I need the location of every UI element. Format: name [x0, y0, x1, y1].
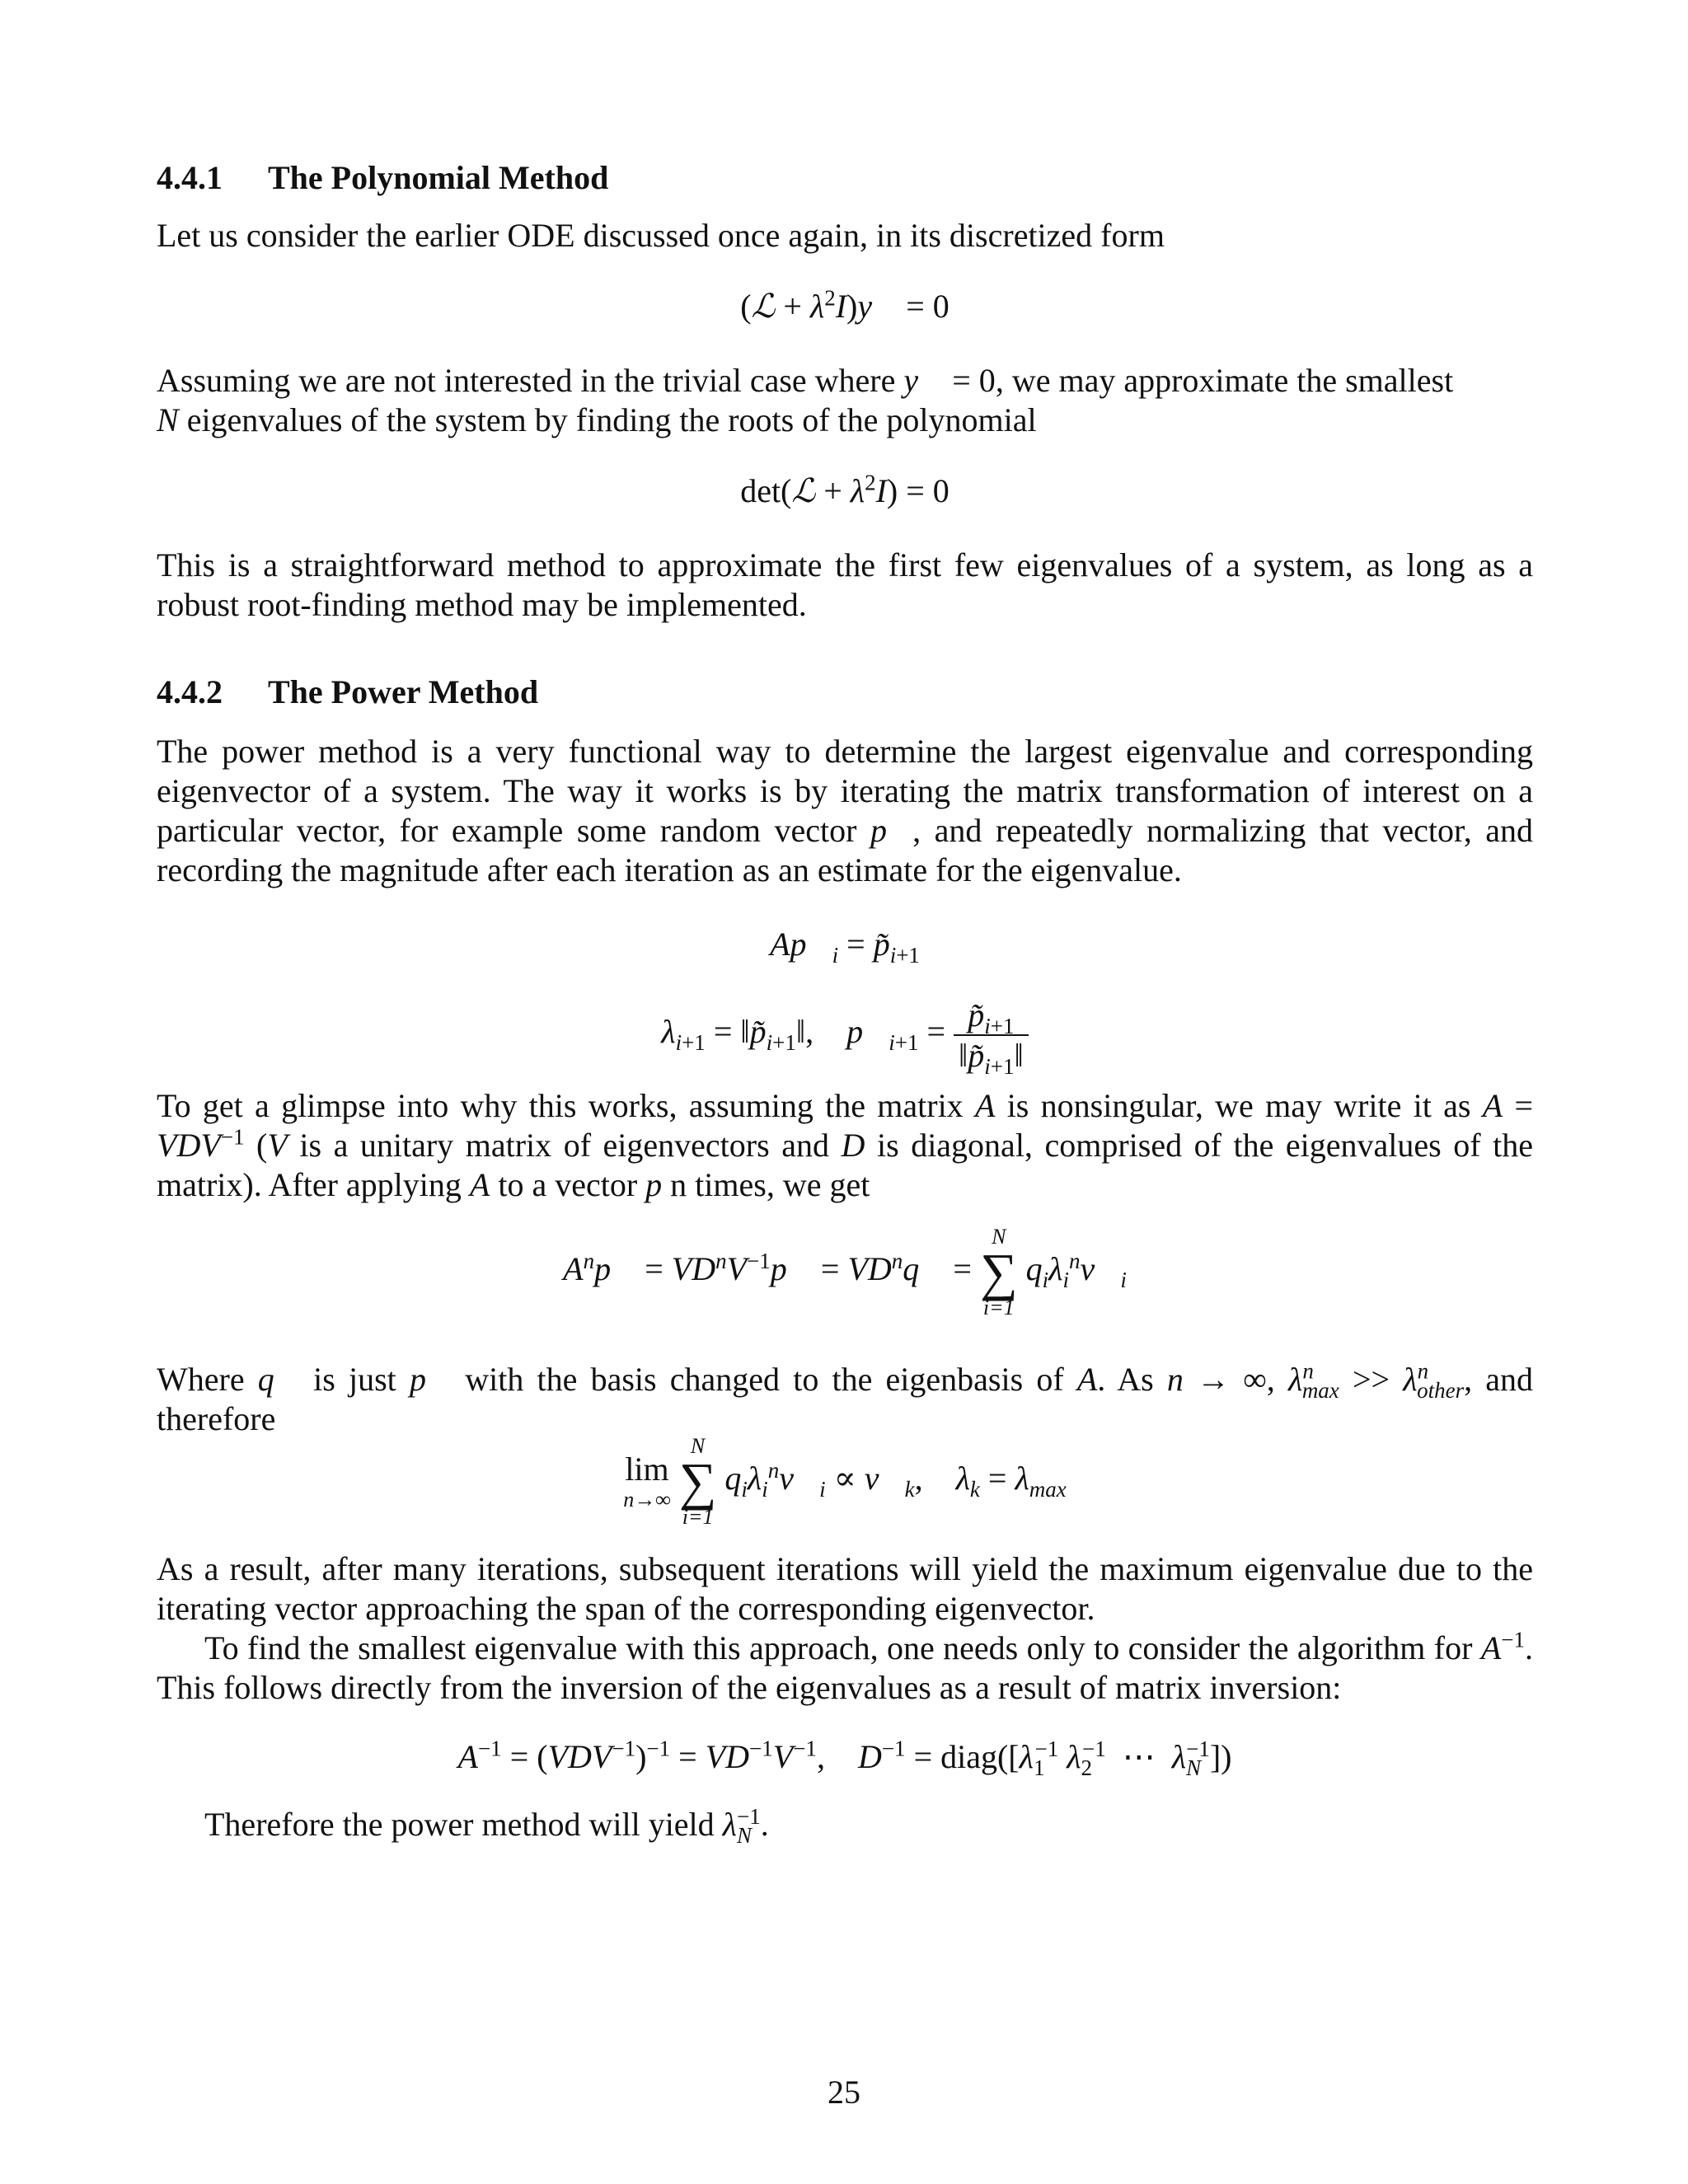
equation-limit: lim n→∞ N ∑ i=1 $q_i\lambda_i^nv⃗_i$ ∝ $v⃗_k$, $\lambda_k = \lambda_{max}$: [623, 1434, 1067, 1529]
equation-inverse: $A^{-1} = (VDV^{-1})^{-1} = VD^{-1}V^{-1}$, $D^{-1}$ = $diag([\lambda_1^{-1}$ $\lambda_2^{-1}$ ⋯ $\lambda_N^{-1}$]): [457, 1736, 1232, 1780]
paragraph: To find the smallest eigenvalue with this approach, one needs only to consider the algorithm for $A^{-1}$. This follows directly from the inversion of the eigenvalues as a result of matrix inversion:: [157, 1627, 1533, 1706]
paragraph: Therefore the power method will yield $\lambda_N^{-1}$.: [204, 1803, 769, 1848]
paragraph: The power method is a very functional way to determine the largest eigenvalue and corresponding eigenvector of a system. The way it works is by iterating the matrix transformation of interest on a particular vector, for example some random vector p⃗, and repeatedly normalizing that vector, and recording the magnitude after each iteration as an estimate for the eigenvalue.: [157, 733, 1534, 888]
section-number: 4.4.2: [157, 673, 223, 710]
equation-normalize: $\lambda_{i+1}$ = $‖p̃_{i+1}‖$, $p⃗_{i+1}$ = $\frac{p̃_{i+1}}{‖p̃_{i+1}‖}$: [157, 996, 1533, 1075]
equation-det: det(ℒ + $\lambda^2I) = 0$: [740, 470, 950, 509]
paragraph: Let us consider the earlier ODE discussed once again, in its discretized form: [157, 217, 1165, 254]
paragraph: Where q⃗ is just p⃗ with the basis changed to the eigenbasis of A. As n → ∞, $\lambda^n_{max} >> \lambda^n_{other}$, and therefore: [157, 1358, 1534, 1437]
section-title: The Power Method: [268, 673, 539, 710]
equation-ode: (ℒ + $\lambda^2I)y⃗ = 0$: [740, 285, 950, 325]
paragraph: Assuming we are not interested in the trivial case where y⃗ = 0, we may approximate the smallest N eigenvalues of the system by finding the roots of the polynomial: [157, 362, 1454, 438]
equation-decomposition: $A^np⃗$ = $VD^nV^{-1}p⃗$ = $VD^nq⃗$ = N ∑ i=1 $q_i\lambda_i^nv⃗_i$: [563, 1225, 1127, 1319]
paragraph: To get a glimpse into why this works, assuming the matrix A is nonsingular, we may write it as $A = VDV^{-1}$ (V is a unitary matrix of eigenvectors and D is diagonal, comprised of the eigenvalues of the matrix). After applying A to a vector p n times, we get: [157, 1087, 1534, 1203]
section-heading-4-4-1: [157, 158, 608, 197]
paragraph: As a result, after many iterations, subsequent iterations will yield the maximum eigenvalue due to the iterating vector approaching the span of the corresponding eigenvector.: [157, 1550, 1533, 1627]
section-heading-4-4-2: [157, 673, 538, 711]
page-number: 25: [828, 2074, 860, 2111]
section-number: 4.4.1: [157, 159, 223, 196]
paragraph: This is a straightforward method to approximate the first few eigenvalues of a system, as long as a robust root-finding method may be implemented.: [157, 546, 1533, 623]
equation-iteration: $Ap⃗_i$ = $p̃_{i+1}$: [770, 926, 920, 968]
section-title: The Polynomial Method: [268, 159, 609, 196]
